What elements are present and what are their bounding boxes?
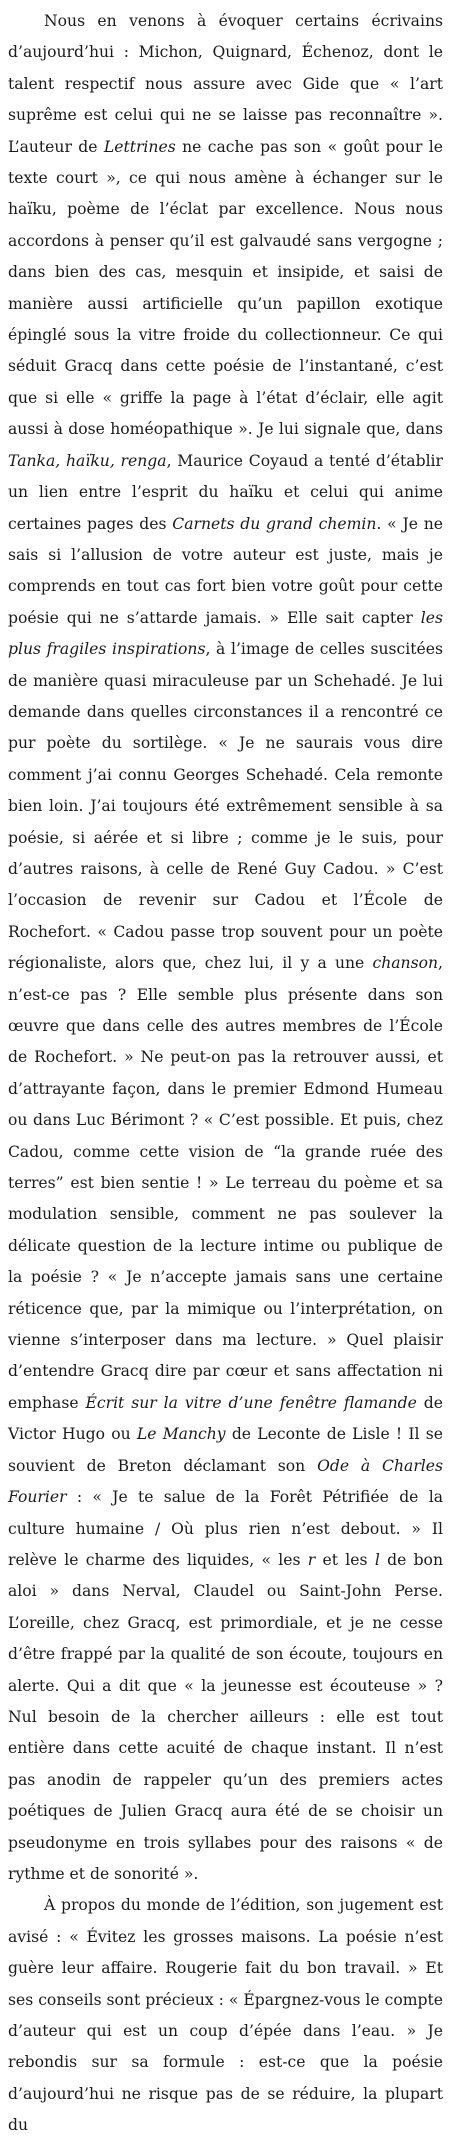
- italic-text-span: Ode à Charles Fourier: [8, 1456, 443, 1507]
- italic-text-span: Le Manchy: [136, 1425, 226, 1444]
- paragraph-1: [8, 6, 443, 1890]
- italic-text-span: Carnets du grand chemin: [172, 514, 377, 533]
- italic-text-span: Tanka, haïku, renga: [8, 451, 167, 470]
- text-span: , Maurice Coyaud a tenté d’établir un lien entre l’esprit du haïku et celui qui anime certaines pages des: [8, 451, 443, 533]
- italic-text-span: Écrit sur la vitre d’une fenêtre flamande: [85, 1393, 417, 1412]
- text-span: de bon aloi » dans Nerval, Claudel ou Saint-John Perse. L’oreille, chez Gracq, est primordiale, et je ne cesse d’être frappé par la qualité de son écoute, toujours en alerte. Qui a dit que « la jeunesse est écouteuse » ? Nul besoin de la chercher ailleurs : elle est tout entière dans cette acuité de chaque instant. Il n’est pas anodin de rappeler qu’un des premiers actes poétiques de Julien Gracq aura été de se choisir un pseudonyme en trois syllabes pour des raisons « de rythme et de sonorité ».: [8, 1550, 443, 1883]
- text-span: , n’est-ce pas ? Elle semble plus présente dans son œuvre que dans celle des autres membres de l’École de Rochefort. » Ne peut-on pas la retrouver aussi, et d’attrayante façon, dans le premier Edmond Humeau ou dans Luc Bérimont ? « C’est possible. Et puis, chez Cadou, comme cette vision de “la grande ruée des terres” est bien sentie ! » Le terreau du poème et sa modulation sensible, comment ne pas soulever la délicate question de la lecture intime ou publique de la poésie ? « Je n’accepte jamais sans une certaine réticence que, par la mimique ou l’interprétation, on vienne s’interposer dans ma lecture. » Quel plaisir d’entendre Gracq dire par cœur et sans affectation ni emphase: [8, 954, 443, 1412]
- italic-text-span: l: [374, 1550, 380, 1569]
- italic-text-span: Lettrines: [103, 137, 176, 156]
- text-span: Nous en venons à évoquer certains écrivains d’aujourd’hui : Michon, Quignard, Échenoz, dont le talent respectif nous assure avec Gide que « l’art suprême est celui qui ne se laisse pas reconnaître ». L’auteur de: [8, 12, 443, 156]
- text-span: de Leconte de Lisle ! Il se souvient de Breton déclamant son: [8, 1425, 443, 1475]
- text-span: de Victor Hugo ou: [8, 1393, 444, 1444]
- book-page-text: [8, 6, 443, 2142]
- text-span: ne cache pas son « goût pour le texte court », ce qui nous amène à échanger sur le haïku, poème de l’éclat par excellence. Nous nous accordons à penser qu’il est galvaudé sans vergogne ; dans bien des cas, mesquin et insipide, et saisi de manière aussi artificielle qu’un papillon exotique épinglé sous la vitre froide du collectionneur. Ce qui séduit Gracq dans cette poésie de l’instantané, c’est que si elle « griffe la page à l’état d’éclair, elle agit aussi à dose homéopathique ». Je lui signale que, dans: [8, 137, 443, 439]
- text-span: : « Je te salue de la Forêt Pétrifiée de la culture humaine / Où plus rien n’est debout. » Il relève le charme des liquides, « les: [8, 1488, 443, 1569]
- paragraph-2: [8, 1890, 443, 2141]
- italic-text-span: r: [307, 1550, 316, 1569]
- text-span: , à l’image de celles suscitées de manière quasi miraculeuse par un Schehadé. Je lui demande dans quelles circonstances il a rencontré ce pur poète du sortilège. « Je ne saurais vous dire comment j’ai connu Georges Schehadé. Cela remonte bien loin. J’ai toujours été extrêmement sensible à sa poésie, si aérée et si libre ; comme je le suis, pour d’autres raisons, à celle de René Guy Cadou. » C’est l’occasion de revenir sur Cadou et l’École de Rochefort. « Cadou passe trop souvent pour un poète régionaliste, alors que, chez lui, il y a une: [8, 640, 443, 973]
- text-span: À propos du monde de l’édition, son jugement est avisé : « Évitez les grosses maisons. La poésie n’est guère leur affaire. Rougerie fait du bon travail. » Et ses conseils sont précieux : « Épargnez-vous le compte d’auteur qui est un coup d’épée dans l’eau. » Je rebondis sur sa formule : est-ce que la poésie d’aujourd’hui ne risque pas de se réduire, la plupart du: [8, 1896, 443, 2135]
- text-span: et les: [315, 1550, 375, 1569]
- italic-text-span: chanson: [372, 954, 439, 973]
- italic-text-span: les plus fragiles inspirations: [8, 608, 443, 659]
- text-span: . « Je ne sais si l’allusion de votre auteur est juste, mais je comprends en tout cas fort bien votre goût pour cette poésie qui ne s’attarde jamais. » Elle sait capter: [8, 514, 443, 627]
